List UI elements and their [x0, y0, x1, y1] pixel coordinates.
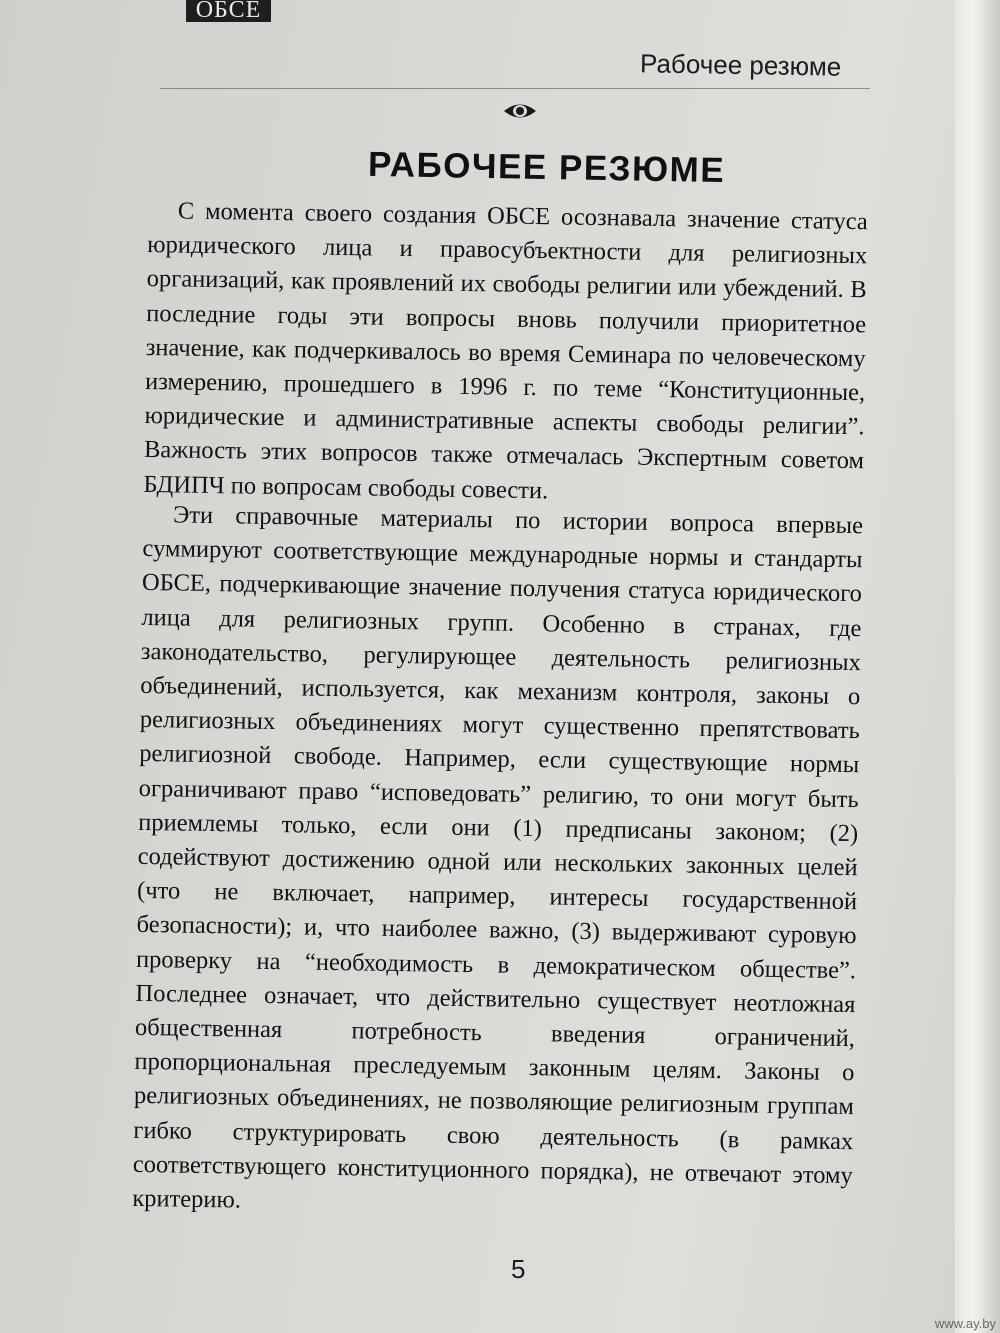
paragraph: С момента своего создания ОБСЕ осознавала значение статуса юридического лица и правосубъектности для религиозных организаций, как проявлений их свободы религии или убеждений. В последние годы эти вопросы вновь получили приоритетное значение, как подчеркивалось во время Семинара по человеческому измерению, прошедшего в 1996 г. по теме “Конституционные, юридические и административные аспекты свободы религии”. Важность этих вопросов также отмечалась Экспертным советом БДИПЧ по вопросам свободы совести. [143, 197, 868, 504]
paragraph: Эти справочные материалы по истории вопроса впервые суммируют соответствующие международные нормы и стандарты ОБСЕ, подчеркивающие значение получения статуса юридического лица для религиозных групп. Особенно в странах, где законодательство, регулирующее деятельность религиозных объединений, используется, как механизм контроля, законы о религиозных объединениях могут существенно препятствовать религиозной свободе. Например, если существующие нормы ограничивают право “исповедовать” религию, то они могут быть приемлемы только, если они (1) предписаны законом; (2) содействуют достижению одной или нескольких законных целей (что не включает, например, интересы государственной безопасности); и, что наиболее важно, (3) выдерживают суровую проверку на “необходимость в демократическом обществе”. Последнее означает, что действительно существует неотложная общественная потребность введения ограничений, пропорциональная преследуемым законным целям. Законы о религиозных объединениях, не позволяющие религиозным группам гибко структурировать свою деятельность (в рамках соответствующего конституционного порядка), не отвечают этому критерию. [132, 501, 864, 1214]
page-number: 5 [511, 1254, 526, 1284]
osce-logo: ОБСЕ [186, 0, 271, 22]
running-head: Рабочее резюме [639, 48, 842, 82]
page-title: РАБОЧЕЕ РЕЗЮМЕ [367, 144, 726, 191]
watermark: www.ay.by [934, 1316, 996, 1331]
page-edge [955, 0, 1000, 1333]
